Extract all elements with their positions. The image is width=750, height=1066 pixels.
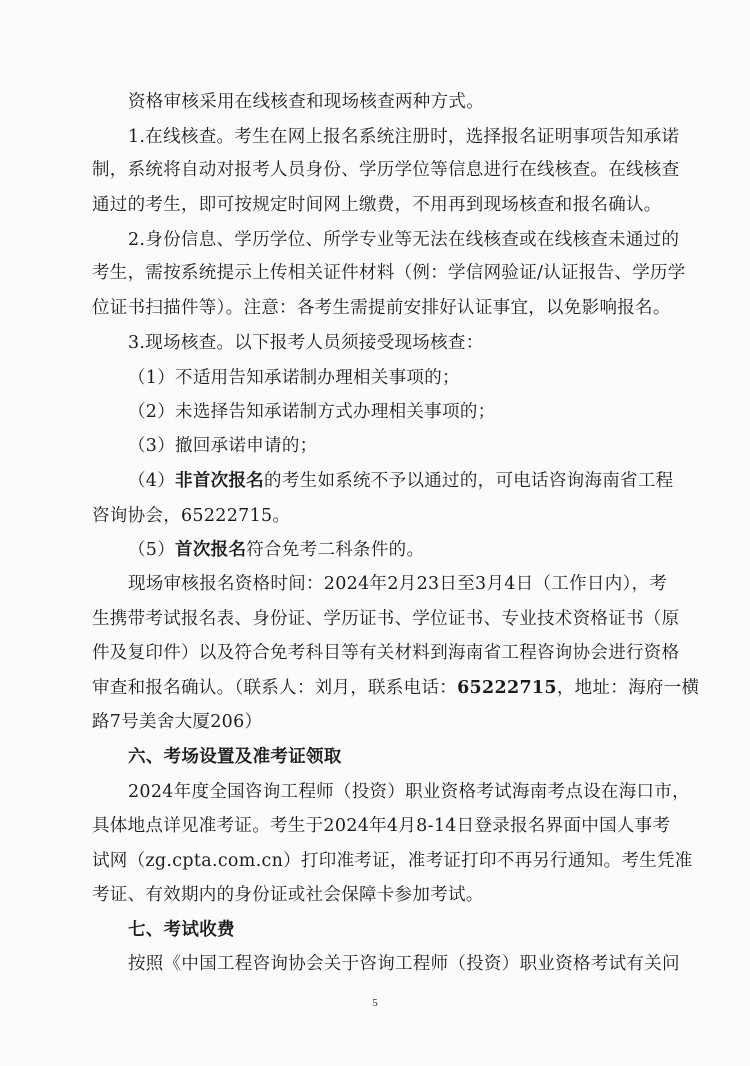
contact-phone: 65222715 <box>457 678 557 698</box>
list-item: （2）未选择告知承诺制方式办理相关事项的； <box>128 402 496 422</box>
paragraph-line: 件及复印件）以及符合免考科目等有关材料到海南省工程咨询协会进行资格 <box>92 643 680 663</box>
paragraph-line: 现场审核报名资格时间：2024年2月23日至3月4日（工作日内），考 <box>128 574 668 594</box>
paragraph-line: 通过的考生，即可按规定时间网上缴费，不用再到现场核查和报名确认。 <box>92 195 662 215</box>
emphasis-text: 首次报名 <box>175 540 247 560</box>
paragraph-line: 考证、有效期内的身份证或社会保障卡参加考试。 <box>92 885 484 905</box>
list-item <box>128 538 424 562</box>
list-item-text: 符合免考二科条件的。 <box>246 540 425 560</box>
paragraph-line: 2.身份信息、学历学位、所学专业等无法在线核查或在线核查未通过的 <box>128 230 680 250</box>
paragraph-line: 1.在线核查。考生在网上报名系统注册时，选择报名证明事项告知承诺 <box>128 127 680 147</box>
list-item-prefix: （4） <box>128 471 176 491</box>
paragraph-line: 制，系统将自动对报考人员身份、学历学位等信息进行在线核查。在线核查 <box>92 160 680 180</box>
page-number: 5 <box>372 997 378 1009</box>
list-item <box>128 469 673 493</box>
paragraph-line: 资格审核采用在线核查和现场核查两种方式。 <box>128 92 484 112</box>
line-text: ，地址：海府一横 <box>556 678 700 698</box>
line-text: 审查和报名确认。（联系人：刘月，联系电话： <box>92 678 458 698</box>
paragraph-line: 考生，需按系统提示上传相关证件材料（例：学信网验证/认证报告、学历学 <box>92 263 686 283</box>
paragraph-line: 生携带考试报名表、身份证、学历证书、学位证书、专业技术资格证书（原 <box>92 609 680 629</box>
section-heading: 六、考场设置及准考证领取 <box>128 747 342 767</box>
paragraph-line: 2024年度全国咨询工程师（投资）职业资格考试海南考点设在海口市， <box>128 782 690 802</box>
paragraph-line: 按照《中国工程咨询协会关于咨询工程师（投资）职业资格考试有关问 <box>128 954 680 974</box>
paragraph-line: 具体地点详见准考证。考生于2024年4月8-14日登录报名界面中国人事考 <box>92 816 671 836</box>
list-item-prefix: （5） <box>128 540 176 560</box>
paragraph-line <box>92 676 699 700</box>
paragraph-line: 试网（zg.cpta.com.cn）打印准考证，准考证打印不再另行通知。考生凭准 <box>92 851 693 871</box>
paragraph-line: 位证书扫描件等）。注意：各考生需提前安排好认证事宜，以免影响报名。 <box>92 298 671 318</box>
section-heading: 七、考试收费 <box>128 920 235 940</box>
list-item: （1）不适用告知承诺制办理相关事项的； <box>128 368 460 388</box>
paragraph-line: 3.现场核查。以下报考人员须接受现场核查： <box>128 333 484 353</box>
emphasis-text: 非首次报名 <box>175 471 265 491</box>
paragraph-line: 路7号美舍大厦206） <box>92 712 263 732</box>
list-item: （3）撤回承诺申请的； <box>128 436 318 456</box>
list-item-text: 的考生如系统不予以通过的，可电话咨询海南省工程 <box>264 471 674 491</box>
paragraph-line: 咨询协会，65222715。 <box>92 506 291 526</box>
